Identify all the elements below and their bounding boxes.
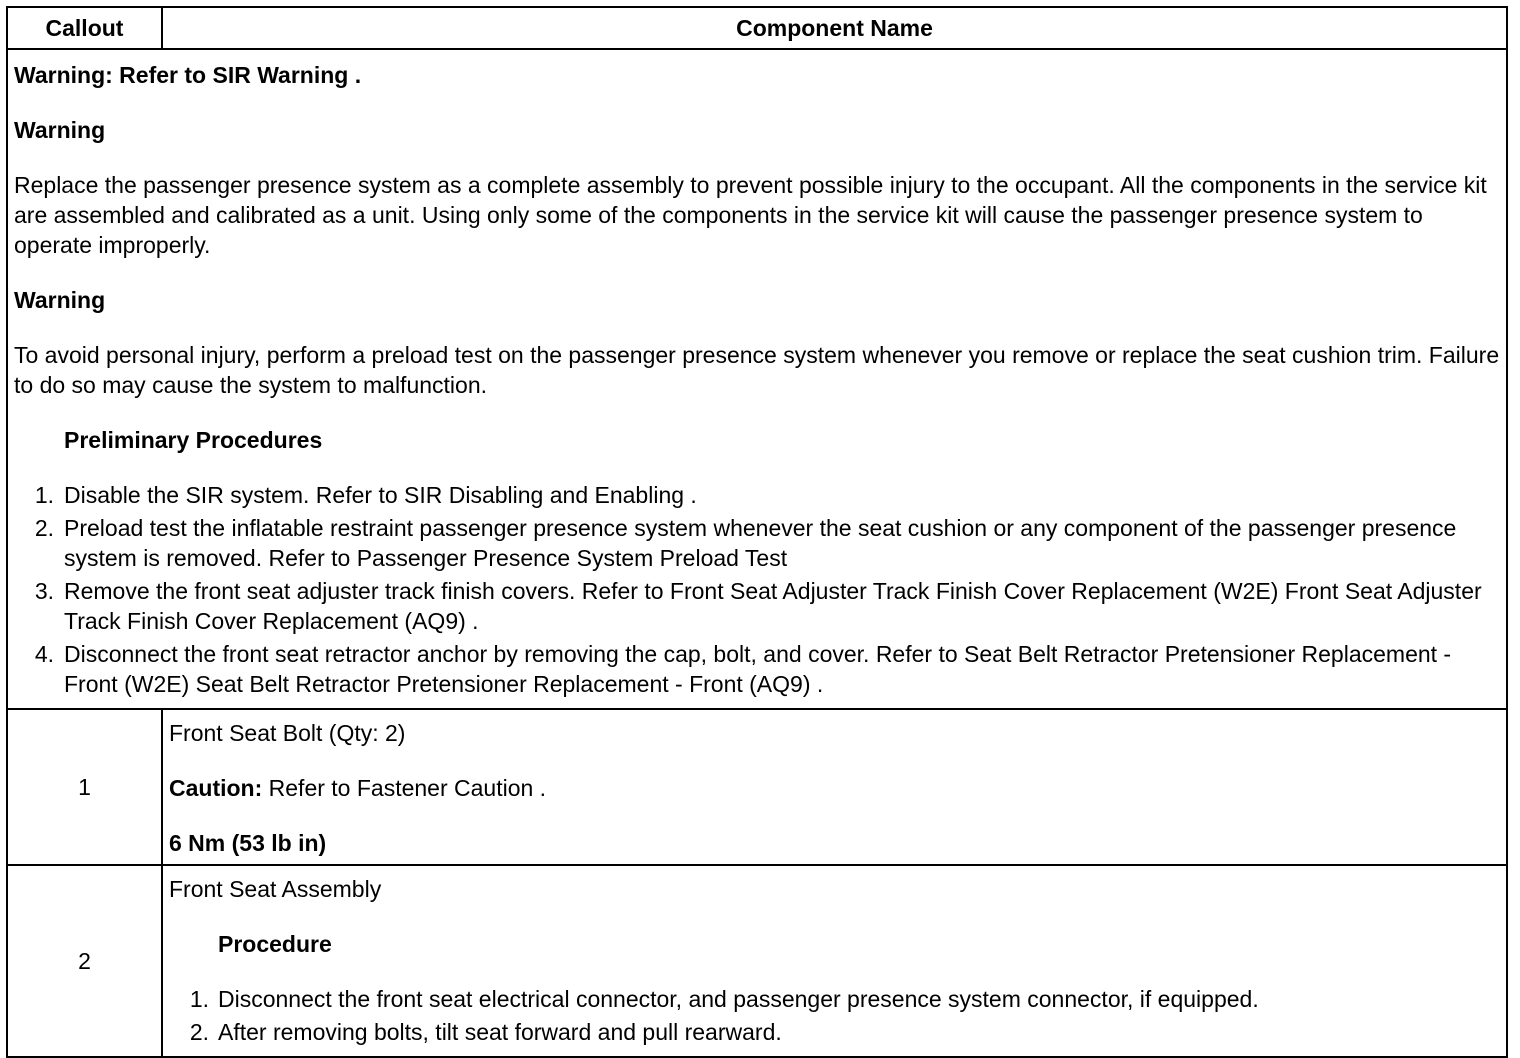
callout-number: 2 (7, 865, 162, 1057)
callout-number: 1 (7, 709, 162, 865)
procedure-table (6, 6, 1508, 1058)
warning-row (7, 49, 1507, 709)
header-component-name: Component Name (162, 7, 1507, 49)
list-item (14, 480, 1506, 510)
list-item (169, 1017, 1506, 1047)
warning-text-2: To avoid personal injury, perform a preload test on the passenger presence system whenever you remove or replace the seat cushion trim. Failure to do so may cause the system to malfunction. (14, 342, 1500, 398)
procedure-steps-list (169, 984, 1506, 1047)
step-number: 2. (189, 1019, 209, 1045)
torque-spec: 6 Nm (53 lb in) (169, 830, 327, 856)
list-item (14, 576, 1506, 636)
step-text: Disconnect the front seat electrical connector, and passenger presence system connector, if equipped. (218, 986, 1259, 1012)
step-number: 1. (189, 986, 209, 1012)
header-row (7, 7, 1507, 49)
step-number: 3. (34, 578, 54, 604)
table-row (7, 709, 1507, 865)
preliminary-steps-list (14, 480, 1506, 699)
table-row (7, 865, 1507, 1057)
caution-line (169, 773, 1506, 803)
warning-label-2: Warning (14, 287, 106, 313)
component-name: Front Seat Bolt (Qty: 2) (169, 720, 406, 746)
step-text: Disconnect the front seat retractor anchor by removing the cap, bolt, and cover. Refer to Seat Belt Retractor Pretensioner Replacement - Front (W2E) Seat Belt Retractor Pretensioner Replacement - Front (AQ9) . (64, 641, 1452, 697)
caution-text: Refer to Fastener Caution . (262, 775, 547, 801)
step-text: Preload test the inflatable restraint passenger presence system whenever the seat cushion or any component of the passenger presence system is removed. Refer to Passenger Presence System Preload Test (64, 515, 1457, 571)
step-text: Disable the SIR system. Refer to SIR Disabling and Enabling . (64, 482, 697, 508)
warning-text-1: Replace the passenger presence system as a complete assembly to prevent possible injury to the occupant. All the components in the service kit are assembled and calibrated as a unit. Using only some of the components in the service kit will cause the passenger presence system to operate improperly. (14, 172, 1487, 258)
step-number: 2. (34, 515, 54, 541)
warning-cell (7, 49, 1507, 709)
component-name: Front Seat Assembly (169, 876, 382, 902)
procedure-title: Procedure (218, 931, 332, 957)
component-cell (162, 865, 1507, 1057)
step-number: 4. (34, 641, 54, 667)
step-text: Remove the front seat adjuster track finish covers. Refer to Front Seat Adjuster Track Finish Cover Replacement (W2E) Front Seat Adjuster Track Finish Cover Replacement (AQ9) . (64, 578, 1482, 634)
sir-warning-line: Warning: Refer to SIR Warning . (14, 62, 362, 88)
preliminary-procedures-title: Preliminary Procedures (64, 427, 323, 453)
list-item (14, 513, 1506, 573)
step-number: 1. (34, 482, 54, 508)
header-callout: Callout (7, 7, 162, 49)
caution-label: Caution: (169, 775, 263, 801)
list-item (169, 984, 1506, 1014)
warning-label-1: Warning (14, 117, 106, 143)
component-cell (162, 709, 1507, 865)
step-text: After removing bolts, tilt seat forward and pull rearward. (218, 1019, 782, 1045)
list-item (14, 639, 1506, 699)
